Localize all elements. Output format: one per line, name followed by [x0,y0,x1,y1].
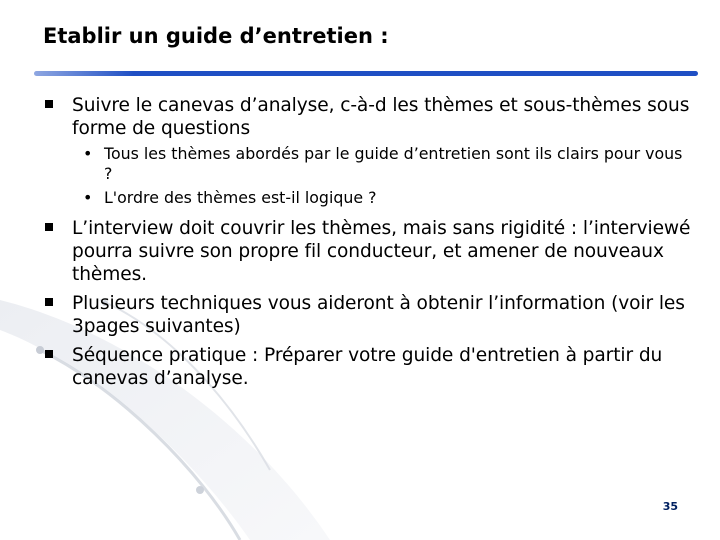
bullet-item [45,292,695,338]
round-bullet-icon: • [83,188,93,207]
page-number: 35 [662,500,678,513]
square-bullet-icon [45,223,53,231]
bullet-text: Séquence pratique : Préparer votre guide d'entretien à partir du canevas d’analyse. [72,345,663,389]
bullet-text: Plusieurs techniques vous aideront à obtenir l’information (voir les 3pages suivantes) [72,293,685,337]
square-bullet-icon [45,350,53,358]
bullet-item [45,344,695,390]
bullet-item [45,94,695,140]
square-bullet-icon [45,298,53,306]
sub-bullet-item [45,188,695,208]
sub-bullet-text: Tous les thèmes abordés par le guide d’entretien sont ils clairs pour vous ? [104,144,683,183]
title-underline-rule [34,69,698,79]
bullet-item [45,217,695,286]
slide-title: Etablir un guide d’entretien : [43,24,389,48]
sub-bullet-item [45,144,695,184]
sub-bullet-text: L'ordre des thèmes est-il logique ? [104,188,377,207]
round-bullet-icon: • [83,144,93,163]
slide-body [45,94,695,390]
bullet-text: L’interview doit couvrir les thèmes, mais sans rigidité : l’interviewé pourra suivre son propre fil conducteur, et amener de nouveaux thèmes. [72,218,691,285]
bullet-text: Suivre le canevas d’analyse, c-à-d les thèmes et sous-thèmes sous forme de questions [72,95,690,139]
square-bullet-icon [45,100,53,108]
